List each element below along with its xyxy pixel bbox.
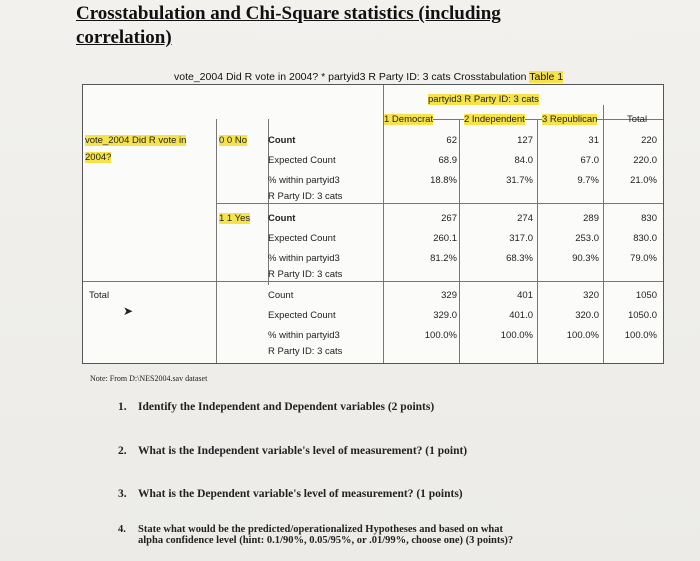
table-divider	[537, 119, 538, 363]
question-number: 1.	[118, 401, 127, 413]
table-cell: 79.0%	[630, 253, 657, 264]
table-cell: 329	[441, 290, 457, 301]
page-title	[76, 2, 596, 50]
table-cell: 274	[517, 213, 533, 224]
table-cell: 21.0%	[630, 175, 657, 186]
table-cell: 31.7%	[506, 175, 533, 186]
table-caption-text: vote_2004 Did R vote in 2004? * partyid3 R Party ID: 3 cats Crosstabulation	[174, 71, 527, 83]
question-3	[118, 488, 463, 500]
question-2	[118, 445, 467, 457]
table-cell: 317.0	[509, 233, 533, 244]
table-cell: 320.0	[575, 310, 599, 321]
table-cell: 320	[583, 290, 599, 301]
table-cell: 81.2%	[430, 253, 457, 264]
table-cell: 220.0	[633, 155, 657, 166]
table-cell: 68.3%	[506, 253, 533, 264]
stat-label: % within partyid3	[268, 330, 340, 341]
row-total-label: Total	[89, 290, 110, 301]
col-header-democrat: 1 Democrat	[384, 114, 434, 125]
table-cell: 100.0%	[500, 330, 533, 341]
question-text: Identify the Independent and Dependent variables (2 points)	[138, 401, 435, 413]
table-cell: 9.7%	[577, 175, 599, 186]
table-cell: 267	[441, 213, 457, 224]
question-text: What is the Independent variable's level of measurement? (1 point)	[138, 445, 468, 457]
stat-label: Expected Count	[268, 233, 336, 244]
question-text: State what would be the predicted/operationalized Hypotheses and based on what	[138, 524, 503, 535]
col-group-header: partyid3 R Party ID: 3 cats	[428, 94, 539, 105]
table-cell: 90.3%	[572, 253, 599, 264]
stat-label: R Party ID: 3 cats	[268, 269, 343, 280]
table-cell: 31	[588, 135, 599, 146]
question-4-line-2: alpha confidence level (hint: 0.1/90%, 0.05/95%, or .01/99%, choose one) (3 points)?	[138, 535, 514, 546]
table-cell: 289	[583, 213, 599, 224]
table-divider	[383, 85, 384, 363]
question-number: 4.	[118, 524, 126, 535]
question-number: 2.	[118, 445, 127, 457]
table-cell: 401.0	[509, 310, 533, 321]
table-cell: 68.9	[438, 155, 457, 166]
table-divider	[216, 119, 217, 363]
table-cell: 67.0	[580, 155, 599, 166]
row-level-yes: 1 1 Yes	[219, 213, 251, 224]
table-cell: 260.1	[433, 233, 457, 244]
table-cell: 84.0	[514, 155, 533, 166]
table-cell: 329.0	[433, 310, 457, 321]
col-header-independent: 2 Independent	[464, 114, 525, 125]
table-divider	[83, 281, 663, 282]
table-cell: 62	[446, 135, 457, 146]
table-ref-label: Table 1	[529, 71, 564, 83]
stat-label: Count	[268, 135, 296, 146]
mouse-cursor-icon: ➤	[123, 304, 134, 318]
table-cell: 830	[641, 213, 657, 224]
table-cell: 220	[641, 135, 657, 146]
row-var-label-1: vote_2004 Did R vote in	[85, 135, 187, 146]
table-cell: 830.0	[633, 233, 657, 244]
table-cell: 1050.0	[627, 310, 657, 321]
stat-label: Expected Count	[268, 310, 336, 321]
stat-label: R Party ID: 3 cats	[268, 191, 343, 202]
question-1	[118, 401, 434, 413]
row-var-label-2: 2004?	[85, 152, 112, 163]
stat-label: Count	[268, 290, 294, 301]
source-note: Note: From D:\NES2004.sav dataset	[90, 374, 208, 383]
crosstab-table	[82, 84, 664, 364]
table-cell: 100.0%	[566, 330, 599, 341]
table-cell: 253.0	[575, 233, 599, 244]
title-line-2: correlation)	[76, 27, 172, 48]
stat-label: % within partyid3	[268, 253, 340, 264]
table-cell: 127	[517, 135, 533, 146]
col-header-republican: 3 Republican	[542, 114, 598, 125]
stat-label: R Party ID: 3 cats	[268, 346, 343, 357]
question-text: What is the Dependent variable's level of measurement? (1 points)	[138, 488, 463, 500]
table-cell: 100.0%	[624, 330, 657, 341]
row-level-no: 0 0 No	[219, 135, 247, 146]
table-caption	[174, 71, 563, 83]
table-cell: 1050	[635, 290, 657, 301]
stat-label: Expected Count	[268, 155, 336, 166]
question-4	[118, 524, 513, 546]
stat-label: Count	[268, 213, 296, 224]
question-number: 3.	[118, 488, 127, 500]
table-cell: 401	[517, 290, 533, 301]
col-header-total: Total	[627, 114, 648, 125]
table-cell: 18.8%	[430, 175, 457, 186]
stat-label: % within partyid3	[268, 175, 340, 186]
title-line-1: Crosstabulation and Chi-Square statistics (including	[76, 3, 501, 24]
table-divider	[459, 119, 460, 363]
table-divider	[216, 203, 663, 204]
table-cell: 100.0%	[424, 330, 457, 341]
